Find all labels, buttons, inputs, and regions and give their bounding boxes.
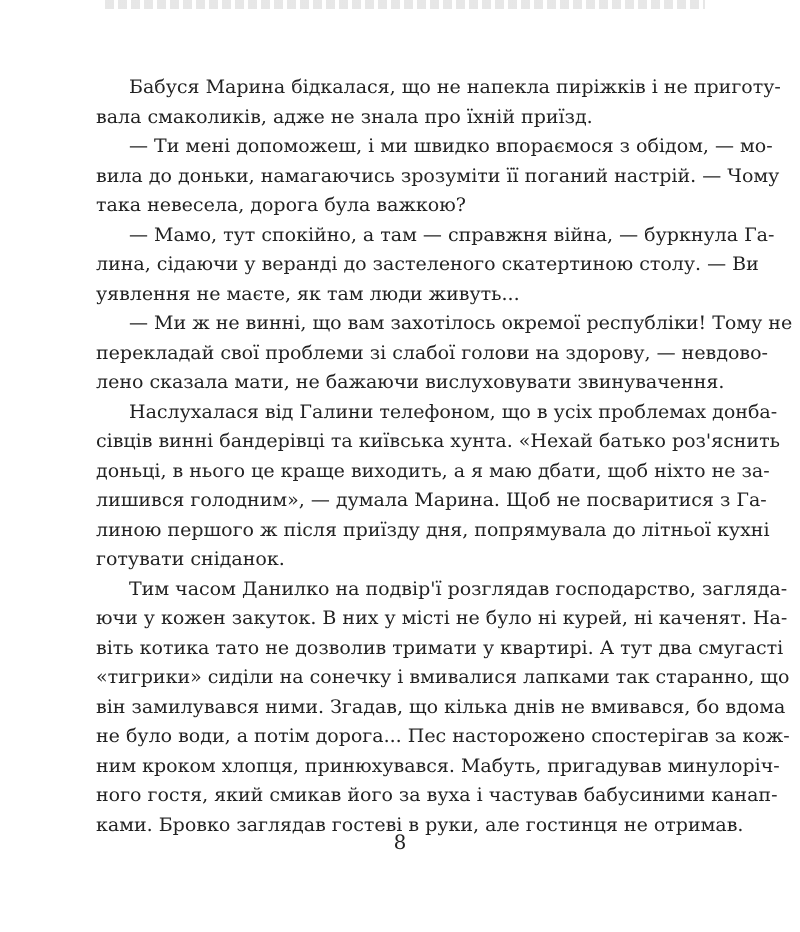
text-line: — Мамо, тут спокійно, а там — справжня війна, — буркнула Га- bbox=[129, 223, 775, 246]
text-line: перекладай свої проблеми зі слабої голови на здорову, — невдово- bbox=[96, 341, 768, 364]
paragraph bbox=[96, 73, 781, 132]
paragraph bbox=[96, 132, 780, 221]
text-line: лено сказала мати, не бажаючи вислуховувати звинувачення. bbox=[96, 371, 725, 393]
paragraph bbox=[96, 398, 780, 575]
body-text bbox=[96, 73, 793, 840]
text-line: доньці, в нього це краще виходить, а я маю дбати, щоб ніхто не за- bbox=[96, 459, 770, 482]
text-line: — Ми ж не винні, що вам захотілось окремої республіки! Тому не bbox=[129, 312, 793, 334]
text-line: лишився голодним», — думала Марина. Щоб не посваритися з Га- bbox=[96, 489, 767, 511]
paragraph bbox=[96, 309, 793, 398]
text-line: «тигрики» сиділи на сонечку і вмивалися лапками так старанно, що bbox=[96, 666, 790, 688]
text-line: Тим часом Данилко на подвір'ї розглядав господарство, загляда- bbox=[129, 577, 788, 600]
text-line: вала смаколиків, адже не знала про їхній приїзд. bbox=[96, 105, 593, 128]
text-line: — Ти мені допоможеш, і ми швидко впораємося з обідом, — мо- bbox=[129, 135, 773, 157]
text-line: сівців винні бандерівці та київська хунта. «Нехай батько роз'яснить bbox=[96, 430, 780, 452]
paragraph bbox=[96, 221, 775, 310]
text-line: ками. Бровко заглядав гостеві в руки, але гостинця не отримав. bbox=[96, 813, 744, 836]
text-line: він замилувався ними. Згадав, що кілька днів не вмивався, бо вдома bbox=[96, 695, 786, 718]
text-line: ного гостя, який смикав його за вуха і частував бабусиними канап- bbox=[96, 784, 778, 806]
paragraph bbox=[96, 575, 790, 841]
text-line: лина, сідаючи у веранді до застеленого скатертиною столу. — Ви bbox=[96, 253, 759, 275]
text-line: готувати сніданок. bbox=[96, 548, 285, 570]
text-line: линою першого ж після приїзду дня, попрямувала до літньої кухні bbox=[96, 518, 770, 541]
page-number: 8 bbox=[393, 830, 407, 854]
text-line: віть котика тато не дозволив тримати у квартирі. А тут два смугасті bbox=[96, 636, 784, 659]
text-line: Бабуся Марина бідкалася, що не напекла пиріжків і не приготу- bbox=[129, 76, 781, 98]
text-line: вила до доньки, намагаючись зрозуміти її поганий настрій. — Чому bbox=[96, 164, 780, 187]
text-line: ючи у кожен закуток. В них у місті не було ні курей, ні каченят. На- bbox=[96, 607, 788, 629]
previous-page-text-remnant bbox=[105, 0, 705, 9]
text-line: ним кроком хлопця, принюхувався. Мабуть, пригадував минулоріч- bbox=[96, 754, 780, 777]
text-line: така невесела, дорога була важкою? bbox=[96, 194, 466, 216]
text-line: уявлення не маєте, як там люди живуть... bbox=[96, 282, 520, 305]
text-line: не було води, а потім дорога... Пес насторожено спостерігав за кож- bbox=[96, 725, 790, 747]
text-line: Наслухалася від Галини телефоном, що в усіх проблемах донба- bbox=[129, 400, 778, 423]
